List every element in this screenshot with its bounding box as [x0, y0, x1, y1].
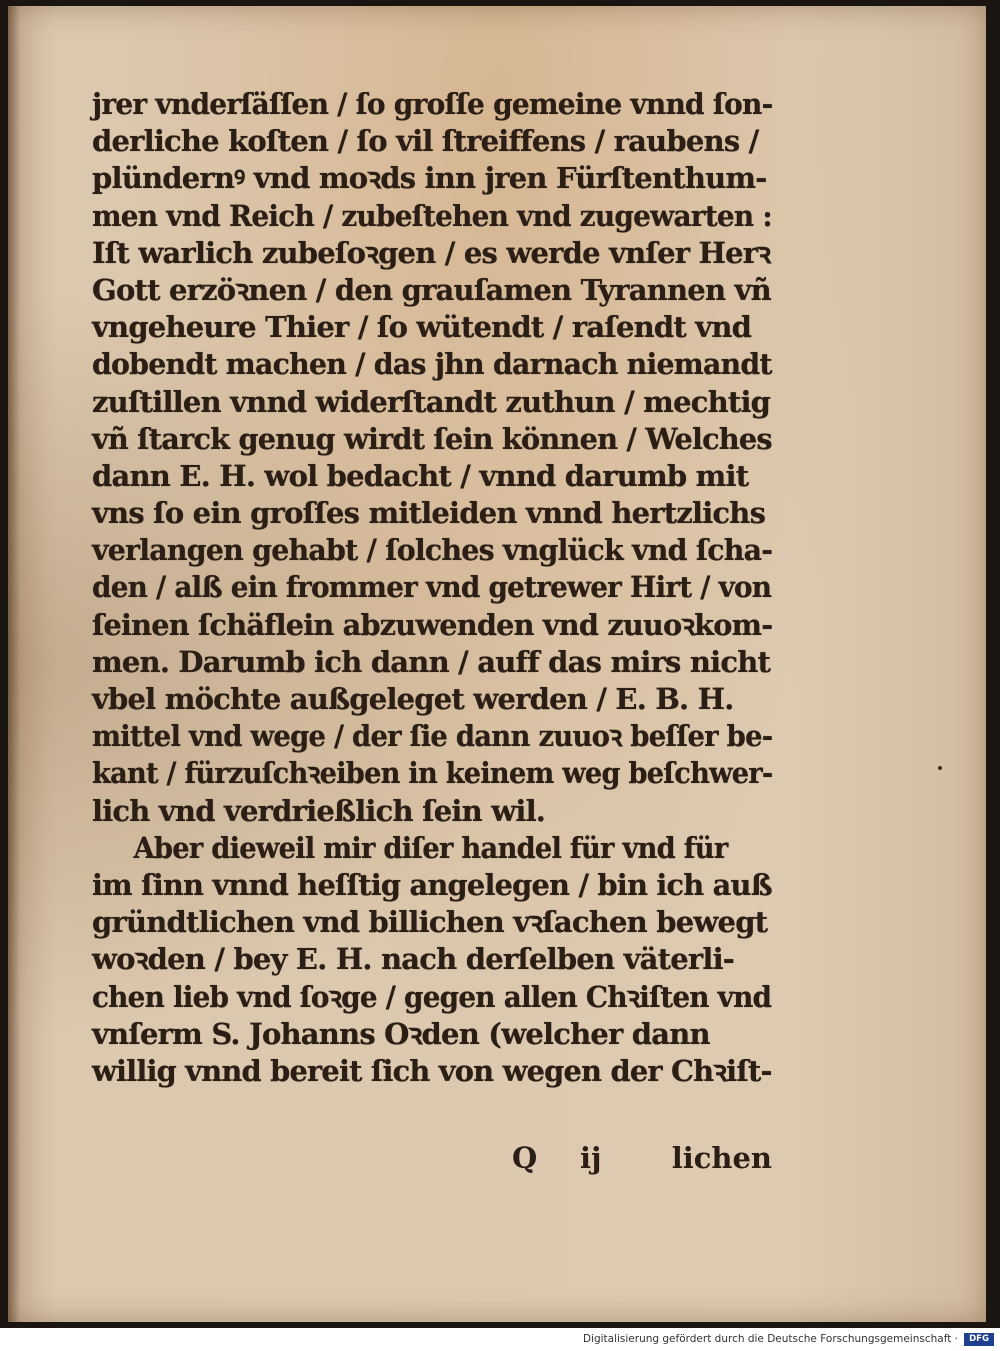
text-line-12: vns ſo ein groſſes mitleiden vnnd hertzlichs: [92, 496, 766, 531]
text-line-10: vñ ſtarck genug wirdt ſein können / Welches: [92, 421, 772, 456]
text-line-17: vbel möchte außgeleget werden / E. B. H.: [92, 682, 734, 716]
text-line-7: vngeheure Thier / ſo wütendt / raſendt vnd: [92, 310, 752, 345]
text-line-21: Aber dieweil mir diſer handel für vnd für: [133, 830, 728, 865]
text-line-27: willig vnnd bereit ſich von wegen der Chꝛiſt-: [92, 1053, 772, 1088]
text-line-25: chen lieb vnd ſoꝛge / gegen allen Chꝛiſten vnd: [92, 979, 772, 1014]
dfg-logo-icon: DFG: [964, 1333, 994, 1346]
body-text: [92, 86, 772, 1090]
text-line-13: verlangen gehabt / ſolches vnglück vnd ſcha-: [92, 533, 773, 568]
catchword: lichen: [671, 1141, 772, 1175]
funding-credit: Digitalisierung gefördert durch die Deutsche Forschungsgemeinschaft ·: [582, 1333, 958, 1345]
text-line-2: derliche koſten / ſo vil ſtreiffens / raubens /: [92, 124, 759, 159]
signature-number: ij: [580, 1141, 602, 1175]
paper-speck: [938, 766, 942, 770]
signature-mark: Q: [512, 1141, 538, 1175]
text-line-6: Gott erzöꝛnen / den grauſamen Tyrannen vñ: [92, 272, 771, 307]
text-line-11: dann E. H. wol bedacht / vnnd darumb mit: [92, 458, 749, 493]
page-binding-shadow: [8, 6, 20, 1322]
text-line-20: lich vnd verdrießlich ſein wil.: [92, 793, 546, 828]
text-line-22: im ſinn vnnd heſſtig angelegen / bin ich auß: [92, 867, 772, 902]
footer-bar: [0, 1328, 1000, 1351]
page-signature-line: [92, 1141, 772, 1181]
text-line-24: woꝛden / bey E. H. nach derſelben väterli-: [92, 942, 735, 977]
text-line-14: den / alß ein frommer vnd getrewer Hirt / von: [92, 570, 772, 605]
text-line-15: ſeinen ſchäflein abzuwenden vnd zuuoꝛkom-: [92, 607, 773, 642]
text-line-16: men. Darumb ich dann / auff das mirs nicht: [92, 644, 771, 679]
text-line-19: kant / fürzuſchꝛeiben in keinem weg beſchwer-: [92, 756, 773, 791]
text-line-3: plündernꝰ vnd moꝛds inn jren Fürſtenthum-: [92, 161, 767, 196]
text-line-1: jrer vnderſäſſen / ſo groſſe gemeine vnnd ſon-: [92, 87, 773, 121]
text-line-5: Iſt warlich zubeſoꝛgen / es werde vnſer Herꝛ: [92, 235, 771, 270]
text-line-8: dobendt machen / das jhn darnach niemandt: [92, 347, 772, 382]
text-line-23: gründtlichen vnd billichen vꝛſachen bewegt: [92, 905, 768, 940]
text-line-9: zuſtillen vnnd widerſtandt zuthun / mechtig: [92, 384, 771, 419]
text-line-18: mittel vnd wege / der ſie dann zuuoꝛ beſſer be-: [92, 719, 773, 754]
text-line-26: vnſerm S. Johanns Oꝛden (welcher dann: [92, 1016, 710, 1051]
text-line-4: men vnd Reich / zubeſtehen vnd zugewarten :: [92, 198, 772, 233]
